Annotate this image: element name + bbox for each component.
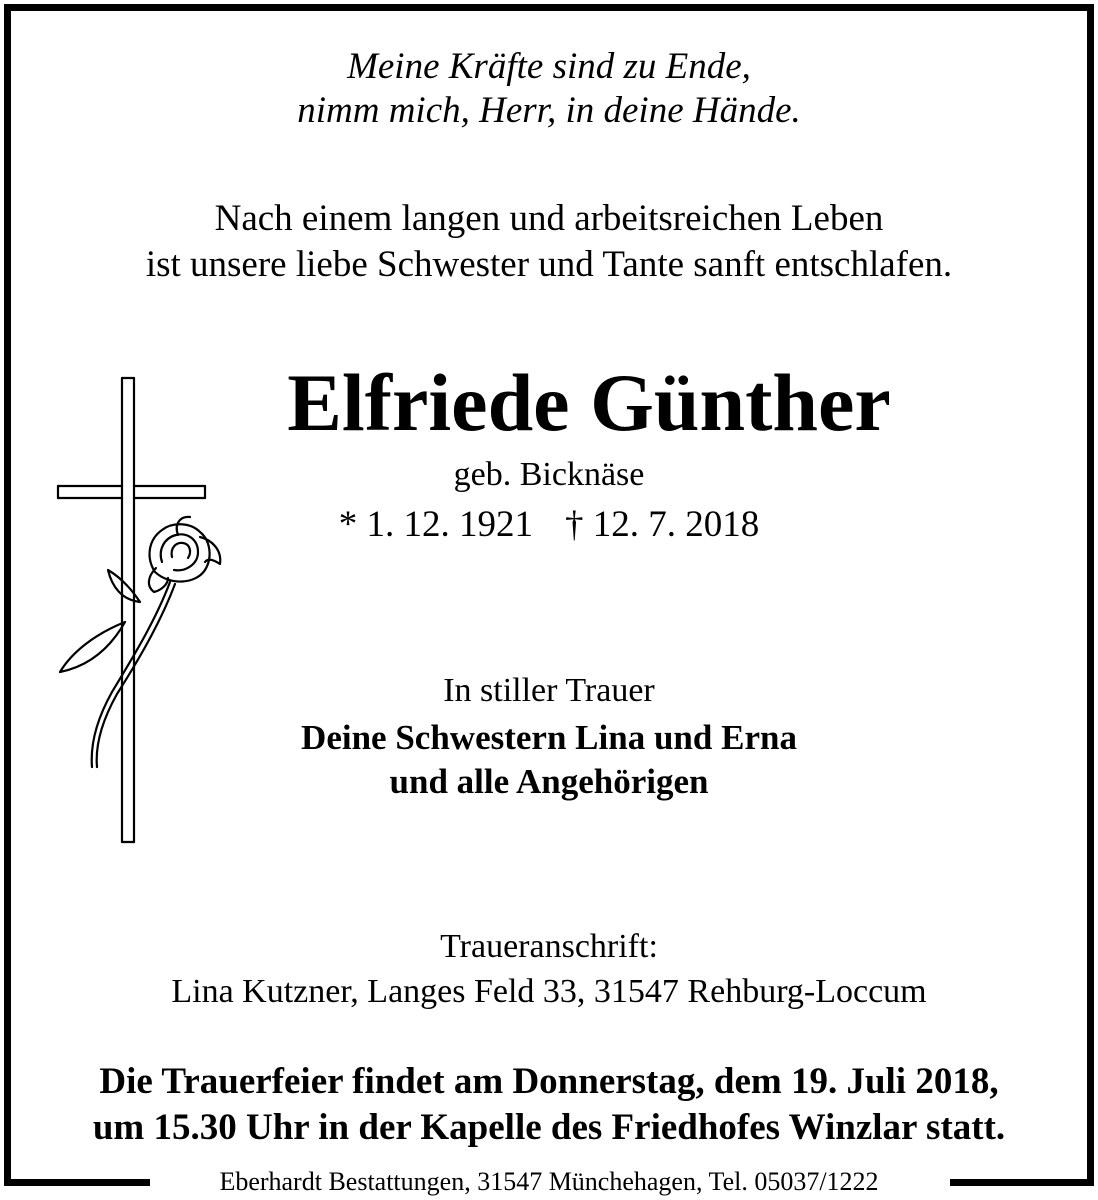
life-dates [0, 506, 1098, 543]
ceremony-line-1: Die Trauerfeier findet am Donnerstag, dem 19. Juli 2018, [99, 1061, 999, 1102]
mourning-address: Lina Kutzner, Langes Feld 33, 31547 Rehburg-Loccum [171, 973, 927, 1010]
mourning-line: In stiller Trauer [443, 672, 655, 709]
address-label: Traueranschrift: [440, 928, 658, 965]
death-date: † 12. 7. 2018 [565, 504, 760, 545]
birth-date: * 1. 12. 1921 [338, 504, 533, 545]
intro-line-1: Nach einem langen und arbeitsreichen Leben [214, 198, 884, 239]
deceased-name: Elfriede Günther [287, 357, 891, 448]
verse-line-1: Meine Kräfte sind zu Ende, [347, 46, 751, 87]
mourners-line-1: Deine Schwestern Lina und Erna [301, 718, 797, 757]
maiden-name: geb. Bicknäse [453, 456, 645, 493]
verse-line-2: nimm mich, Herr, in deine Hände. [297, 90, 801, 131]
ceremony-line-2: um 15.30 Uhr in der Kapelle des Friedhofes Winzlar statt. [92, 1107, 1006, 1148]
mourners-line-2: und alle Angehörigen [389, 762, 709, 801]
intro-line-2: ist unsere liebe Schwester und Tante sanft entschlafen. [145, 244, 953, 285]
funeral-home-footer: Eberhardt Bestattungen, 31547 Münchehagen, Tel. 05037/1222 [219, 1167, 879, 1196]
